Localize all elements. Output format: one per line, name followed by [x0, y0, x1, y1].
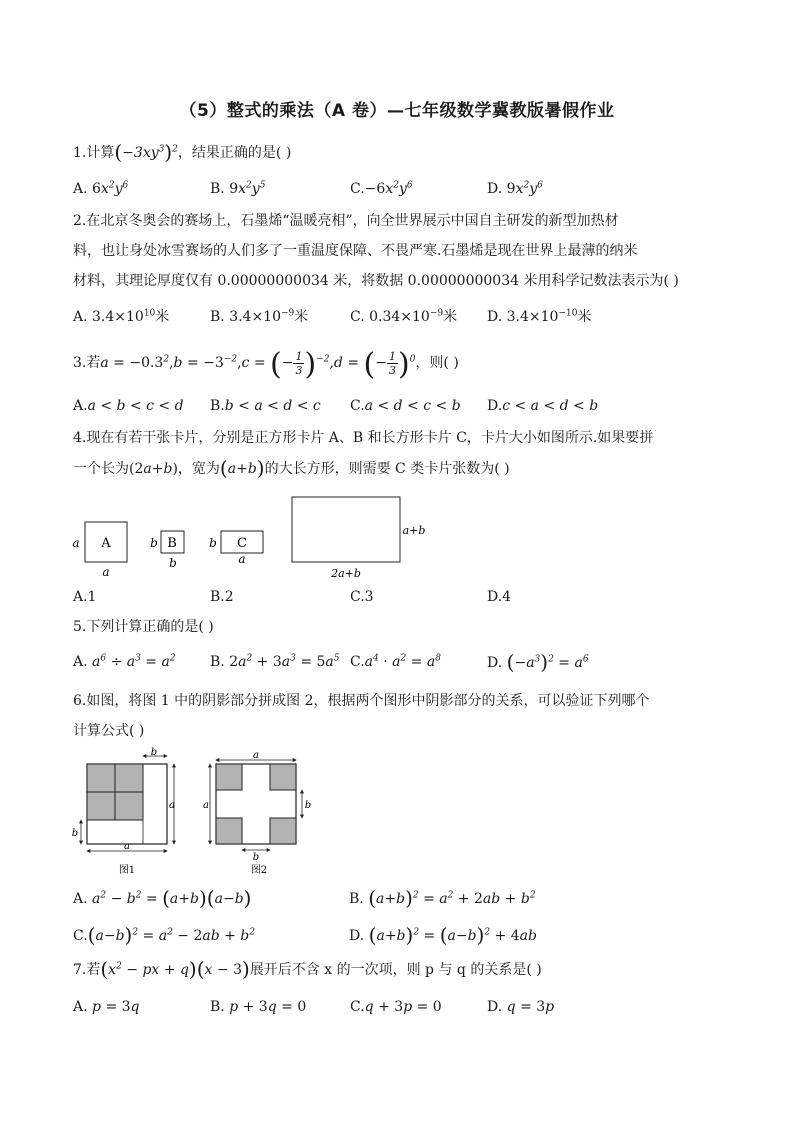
question-2-option-d[interactable]: D. $3.4\times 10^{-10}$米 — [487, 308, 592, 325]
question-1-suffix: ，结果正确的是( ) — [177, 145, 292, 161]
question-1-option-a[interactable]: A. $6x^2y^6$ — [73, 180, 129, 197]
svg-text:b: b — [304, 800, 312, 811]
question-1-prefix: 1.计算 — [73, 145, 115, 161]
large-rectangle — [292, 497, 425, 580]
question-5-option-b[interactable]: B. $2a^2 + 3a^3 = 5a^5$ — [210, 653, 340, 670]
svg-text:b: b — [150, 747, 158, 758]
question-2-option-b[interactable]: B. $3.4\times 10^{-9}$米 — [210, 308, 309, 325]
question-6-options-row-1 — [73, 887, 733, 909]
question-3-stem: 3.若$a = -0.3^2,b = -3^{-2},c$ = (− $\frac{1}{3}$ )$^{-2}$,d = (− $\frac{1}{3}$ )$^0$，则( ) — [73, 347, 459, 382]
question-7-option-d[interactable]: D. q = 3p — [487, 999, 555, 1015]
question-4-option-c[interactable]: C.3 — [350, 589, 374, 605]
question-4-figure — [70, 492, 440, 584]
question-1-stem — [73, 142, 291, 163]
question-2-option-c[interactable]: C. $0.34\times 10^{-9}$米 — [350, 308, 458, 325]
question-3-option-c[interactable]: C.a < d < c < b — [350, 398, 461, 414]
card-b — [150, 531, 184, 570]
question-3-options — [73, 395, 733, 417]
svg-text:图2: 图2 — [250, 865, 268, 876]
question-6-option-a[interactable]: A. $a^2 - b^2 = (a+b)(a-b)$ — [73, 886, 252, 910]
svg-text:a: a — [169, 800, 175, 811]
svg-text:b: b — [71, 828, 79, 839]
question-2-line-3: 材料，其理论厚度仅有 0.00000000034 米，将数据 0.00000000034 米用科学记数法表示为( ) — [73, 273, 679, 289]
question-5-option-d[interactable]: D. $(-a^3)^2 = a^6$ — [487, 650, 589, 674]
question-5-option-a[interactable]: A. $a^6 \div a^3 = a^2$ — [73, 653, 176, 670]
svg-text:b: b — [209, 536, 217, 550]
page-title: （5）整式的乘法（A 卷）—七年级数学冀教版暑假作业 — [179, 101, 615, 121]
svg-text:a+b: a+b — [402, 524, 426, 537]
svg-text:图1: 图1 — [118, 865, 136, 876]
question-1-option-d[interactable]: D. $9x^2y^6$ — [487, 180, 543, 197]
question-1-option-c[interactable]: $C.-6x^2y^6$ — [350, 180, 413, 197]
question-3-option-a[interactable]: A.a < b < c < d — [73, 398, 184, 414]
question-6-figure — [70, 746, 330, 878]
svg-text:B: B — [167, 536, 177, 551]
figure-2 — [203, 750, 311, 876]
svg-text:a: a — [124, 841, 130, 852]
question-6-line-2: 计算公式( ) — [73, 723, 145, 739]
question-6-options-row-2 — [73, 924, 733, 946]
question-4-options — [73, 586, 733, 608]
question-7-options — [73, 996, 733, 1018]
question-3-option-d[interactable]: D.c < a < d < b — [487, 398, 599, 414]
question-3-expression: $a = -0.3^2,b = -3^{-2},c$ = (− $\frac{1}{3}$ )$^{-2}$,d = (− $\frac{1}{3}$ )$^0$ — [100, 347, 416, 382]
question-7-stem: 7.若($x^2$ − px + q)(x − 3)展开后不含 x 的一次项，则 p 与 q 的关系是( ) — [73, 957, 542, 981]
question-1-expression: $(-3xy^3)^2$ — [114, 140, 178, 164]
svg-text:a: a — [238, 552, 246, 566]
question-5-options — [73, 651, 733, 673]
svg-text:2a+b: 2a+b — [331, 567, 361, 580]
question-5-stem: 5.下列计算正确的是( ) — [73, 619, 214, 635]
svg-text:a: a — [102, 565, 110, 579]
question-4-line-2: 一个长为(2a+b)，宽为(a+b)的大长方形，则需要 C 类卡片张数为( ) — [73, 456, 510, 480]
question-2-line-1: 2.在北京冬奥会的赛场上，石墨烯“温暖亮相”，向全世界展示中国自主研发的新型加热材 — [73, 213, 619, 229]
question-7-expression: ($x^2$ − px + q)(x − 3) — [100, 957, 250, 981]
svg-text:A: A — [101, 536, 111, 551]
question-7-option-b[interactable]: B. p + 3q = 0 — [210, 999, 307, 1015]
svg-text:a: a — [253, 750, 259, 761]
question-7-option-c[interactable]: C.q + 3p = 0 — [350, 999, 442, 1015]
question-2-options — [73, 306, 733, 328]
question-4-stem — [73, 423, 723, 484]
question-5-option-c[interactable]: $C.a^4 \cdot a^2 = a^8$ — [350, 653, 441, 670]
svg-text:C: C — [237, 536, 247, 551]
question-3-option-b[interactable]: B.b < a < d < c — [210, 398, 321, 414]
question-4-option-d[interactable]: D.4 — [487, 589, 512, 605]
question-2-stem — [73, 206, 723, 296]
question-1-options — [73, 178, 733, 200]
svg-text:a: a — [72, 536, 80, 550]
card-c — [209, 531, 263, 566]
card-a — [72, 522, 127, 579]
question-6-line-1: 6.如图，将图 1 中的阴影部分拼成图 2，根据两个图形中阴影部分的关系，可以验证下列哪个 — [73, 693, 650, 709]
svg-text:a: a — [203, 800, 209, 811]
question-4-option-a[interactable]: A.1 — [73, 589, 97, 605]
question-7-option-a[interactable]: A. p = 3q — [73, 999, 140, 1015]
svg-text:b: b — [169, 556, 177, 570]
question-6-option-d[interactable]: D. $(a+b)^2 = (a-b)^2 + 4ab$ — [349, 923, 537, 947]
question-4-line-1: 4.现在有若干张卡片，分别是正方形卡片 A、B 和长方形卡片 C，卡片大小如图所示.如果要拼 — [73, 430, 654, 446]
question-4-option-b[interactable]: B.2 — [210, 589, 234, 605]
question-1-option-b[interactable]: B. $9x^2y^5$ — [210, 180, 266, 197]
svg-text:b: b — [252, 852, 260, 863]
question-6-stem — [73, 686, 723, 746]
question-6-option-c[interactable]: $C.(a-b)^2 = a^2 - 2ab + b^2$ — [73, 923, 256, 947]
question-2-line-2: 料，也让身处冰雪赛场的人们多了一重温度保障、不畏严寒.石墨烯是现在世界上最薄的纳米 — [73, 243, 638, 259]
question-6-option-b[interactable]: B. $(a+b)^2 = a^2 + 2ab + b^2$ — [349, 886, 536, 910]
svg-text:b: b — [150, 536, 158, 550]
figure-1 — [72, 747, 175, 876]
question-2-option-a[interactable]: A. $3.4\times 10^{10}$米 — [73, 308, 170, 325]
